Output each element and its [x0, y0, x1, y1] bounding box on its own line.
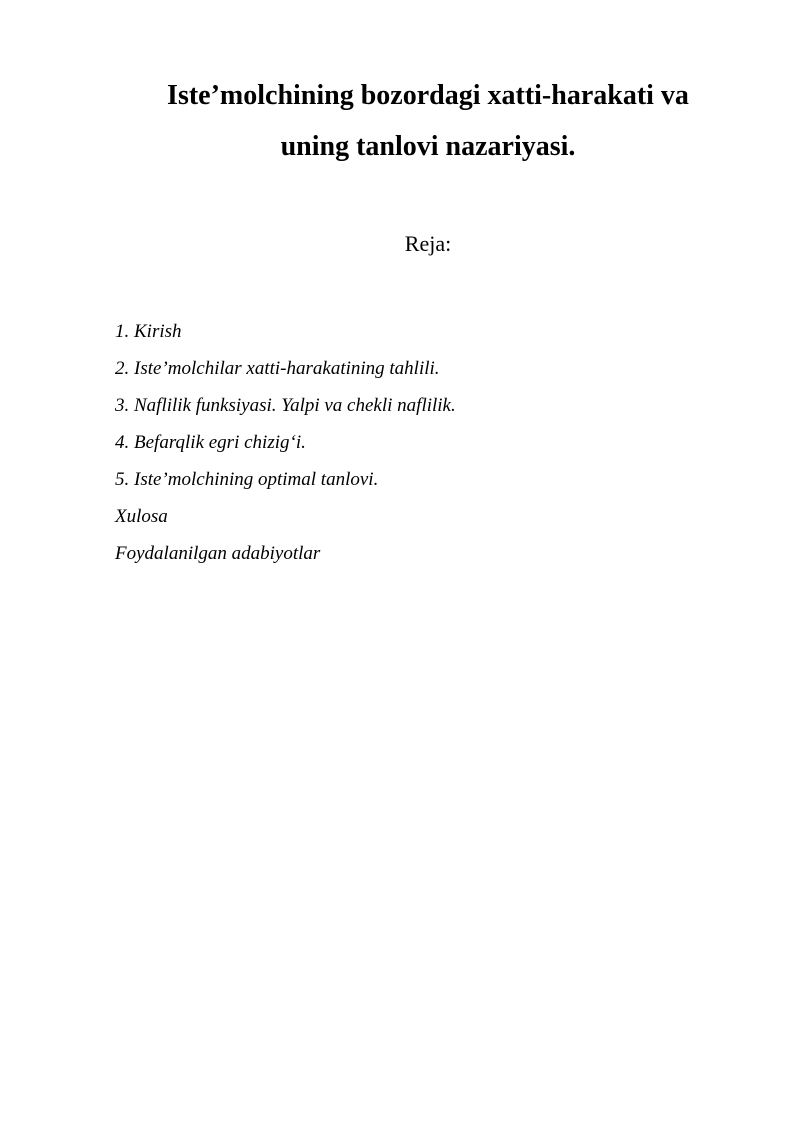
plan-item-text: Naflilik funksiyasi. Yalpi va chekli naflilik. — [134, 395, 456, 416]
plan-item — [115, 321, 456, 358]
document-title-line-2: uning tanlovi nazariyasi. — [280, 131, 576, 162]
plan-heading: Reja: — [404, 231, 452, 256]
document-title-line-1: Iste’molchining bozordagi xatti-harakati va — [167, 80, 689, 111]
plan-item-text: Xulosa — [115, 506, 168, 527]
plan-item-text: Kirish — [134, 321, 182, 342]
plan-list — [115, 321, 456, 580]
plan-item-number: 3. — [115, 395, 130, 416]
plan-item-text: Befarqlik egri chizig‘i. — [134, 432, 306, 453]
plan-item-number: 4. — [115, 432, 130, 453]
plan-item-number: 5. — [115, 469, 130, 490]
plan-item-number: 2. — [115, 358, 130, 379]
plan-item — [115, 432, 456, 469]
plan-item-number: 1. — [115, 321, 130, 342]
plan-item-text: Iste’molchilar xatti-harakatining tahlili. — [134, 358, 440, 379]
plan-item-text: Iste’molchining optimal tanlovi. — [134, 469, 379, 490]
plan-item-conclusion — [115, 506, 456, 543]
plan-item — [115, 358, 456, 395]
plan-item-references — [115, 543, 456, 580]
plan-item — [115, 469, 456, 506]
plan-item — [115, 395, 456, 432]
plan-item-text: Foydalanilgan adabiyotlar — [115, 543, 321, 564]
